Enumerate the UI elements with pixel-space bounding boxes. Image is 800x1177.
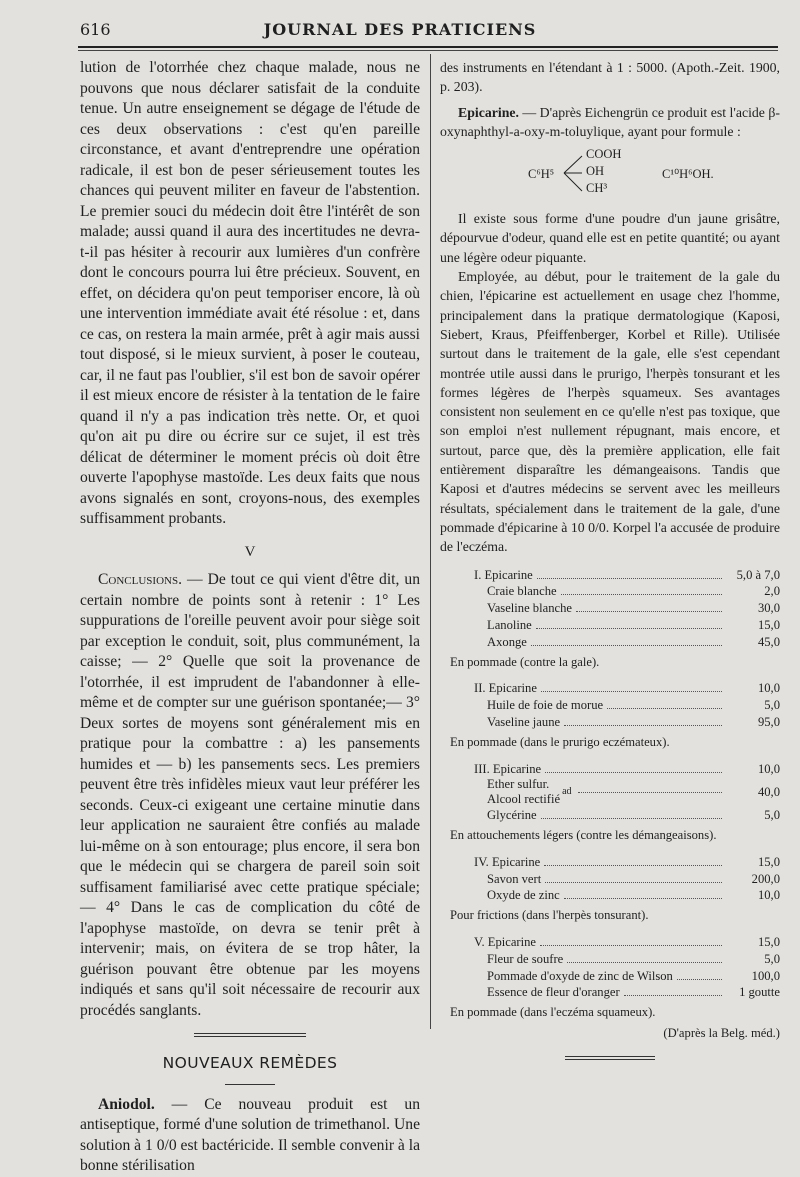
- epicarine-paragraph: [440, 103, 780, 142]
- aniodol-paragraph: [80, 1095, 420, 1177]
- otorrhee-paragraph: lution de l'otorrhée chez chaque malade, nous ne pouvons que nous déclarer satisfait de la conduite tenue. Un autre enseignement se dégage de l'étude de ces deux observations : c'est qu'en pareille circonstance, et avant d'entreprendre une opération radicale, il est bon de peser sérieusement toutes les chances qui peuvent militer en faveur de l'abstention. Le premier souci du médecin doit être l'intérêt de son malade; aussi quand il aura des incertitudes ne devra-t-il pas hésiter à recourir aux lumières d'un confrère dont le concours pourra lui être précieux. Souvent, en effet, on décidera qu'on peut temporiser encore, là où une intervention immédiate avait été résolue : et, dans ce cas, on restera la main armée, prêt à agir mais aussi tout disposé, si le mieux survient, à poser le couteau, car, il ne faut pas l'oublier, s'il est bon de savoir opérer il est mieux encore de résister à la tentation de le faire quand il n'y a pas indication très nette. Or, et quoi qu'on ait pu dire ou écrire sur ce sujet, il est très délicat de déterminer le moment précis où doit être ouverte l'apophyse mastoïde. Les deux faits que nous avons signalés en sont, croyons-nous, des exemples suffisamment probants.: [80, 59, 420, 527]
- rx-line: Essence de fleur d'oranger 1 goutte: [487, 985, 780, 1000]
- prescriptions: [440, 567, 780, 1060]
- rx-line: Vaseline blanche 30,0: [487, 601, 780, 616]
- rx-line: Pommade d'oxyde de zinc de Wilson 100,0: [487, 968, 780, 983]
- rx-line: Savon vert 200,0: [487, 871, 780, 886]
- rx-caption: En attouchements légers (contre les démangeaisons).: [450, 828, 717, 843]
- formula-brace: [562, 151, 584, 197]
- epicarine-text: — D'après Eichengrün ce produit est l'acide β-oxynaphthyl-a-oxy-m-toluylique, ayant pour formule :: [440, 104, 780, 139]
- rx-line: II. Epicarine 10,0: [474, 681, 780, 696]
- rx-line: Axonge 45,0: [487, 634, 780, 649]
- rx-caption: En pommade (dans l'eczéma squameux).: [450, 1005, 656, 1020]
- section-rule: [194, 1033, 306, 1037]
- source-citation: (D'après la Belg. méd.): [663, 1026, 780, 1041]
- prescription-2: [440, 680, 780, 750]
- header-rule-thin: [78, 50, 778, 51]
- rx-bracket-line: Ether sulfur. Alcool rectifié ad 40,0: [487, 777, 780, 807]
- formula-left: C⁶H⁵: [528, 167, 555, 182]
- formula-oh: OH: [586, 164, 605, 179]
- prescription-1: [440, 567, 780, 671]
- rx-line: Lanoline 15,0: [487, 617, 780, 632]
- aniodol-label: Aniodol.: [98, 1095, 155, 1113]
- rx-line: Glycérine 5,0: [487, 808, 780, 823]
- formula-ch3: CH³: [586, 181, 608, 196]
- rx-line: Craie blanche 2,0: [487, 584, 780, 599]
- rx-caption: Pour frictions (dans l'herpès tonsurant).: [450, 908, 649, 923]
- prescription-3: [440, 761, 780, 844]
- formula-cooh: COOH: [586, 147, 622, 162]
- rx-line: Oxyde de zinc 10,0: [487, 888, 780, 903]
- rx-line: III. Epicarine 10,0: [474, 761, 780, 776]
- conclusions-paragraph: [80, 570, 420, 1021]
- rx-line: Huile de foie de morue 5,0: [487, 698, 780, 713]
- rx-caption: En pommade (contre la gale).: [450, 654, 600, 669]
- continuation-paragraph: des instruments en l'étendant à 1 : 5000. (Apoth.-Zeit. 1900, p. 203).: [440, 60, 780, 95]
- prescription-4: [440, 854, 780, 924]
- rx-line: V. Epicarine 15,0: [474, 935, 780, 950]
- title-underline: [225, 1084, 275, 1085]
- rx-line: Fleur de soufre 5,0: [487, 951, 780, 966]
- remedes-title: NOUVEAUX REMÈDES: [162, 1054, 338, 1072]
- aniodol-text: — Ce nouveau produit est un antiseptique, formé d'une solution de trimethanol. Une solution à 1 0/0 est bactéricide. Il semble convenir à la bonne stérilisation: [80, 1095, 420, 1174]
- prescription-5: [440, 934, 780, 1021]
- right-column: [440, 58, 780, 1060]
- rx-line: I. Epicarine 5,0 à 7,0: [474, 567, 780, 582]
- rx-line: Vaseline jaune 95,0: [487, 714, 780, 729]
- end-rule: [565, 1056, 655, 1060]
- running-title: JOURNAL DES PRATICIENS: [263, 20, 537, 39]
- epicarine-label: Epicarine.: [458, 104, 519, 120]
- conclusions-text: — De tout ce qui vient d'être dit, un certain nombre de points sont à retenir : 1° Les suppurations de l'oreille peuvent avoir pour siège soit par exception le conduit, soit, plus communément, la caisse; — 2° Quelle que soit la provenance de l'otorrhée, il est imprudent de l'abandonner à elle-même et de compter sur une guérison spontanée;— 3° Deux sortes de moyens sont généralement mis en pratique pour la combattre : a) les pansements humides et — b) les pansements secs. Les premiers peuvent être très infidèles mieux vaut leur préférer les seconds. Ceux-ci exigeant une certaine minutie dans leur application ne sauraient être confiés au malade lui-même on à son entourage; plus encore, il sera bon que le médecin qui se chargera de pareil soin soit suffisament familiarisé avec cette pratique spéciale; — 4° Dans le cas de complication du côté de l'apophyse mastoïde, on devra se tenir prêt à intervenir; mais, on évitera de se trop hâter, la guérison pouvant être obtenue par les moyens indiqués et sans qu'il soit nécessaire de recourir aux procédés sanglants.: [80, 571, 420, 1019]
- conclusions-label: Conclusions.: [98, 571, 182, 588]
- usage-paragraph: Employée, au début, pour le traitement de la gale du chien, l'épicarine est actuellement en usage chez l'homme, principalement dans la pratique dermatologique (Kaposi, Siebert, Kraus, Pfeiffenberger, Korbel et Rille). Utilisée surtout dans le traitement de la gale, elle s'est cependant montrée utile aussi dans le prurigo, l'herpès tonsurant et les formes légères de l'herpès squameux. Ses avantages consistent non seulement en ce qu'elle n'est pas toxique, que son emploi n'est nullement répugnant, mais encore, et surtout, parce que, dès la première application, elle fait entièrement disparaître les démangeaisons. Tandis que Kaposi et d'autres médecins se servent avec les meilleurs résultats, spécialement dans le traitement de la gale, d'une pommade d'épicarine à 10 0/0. Korpel l'a accusée de produire de l'eczéma.: [440, 269, 780, 555]
- formula-right: C¹⁰H⁶OH.: [662, 167, 714, 182]
- chemical-formula: [440, 145, 780, 203]
- header-rule: [78, 46, 778, 48]
- left-column: [80, 58, 420, 1177]
- section-heading: V: [244, 543, 256, 560]
- rx-line: IV. Epicarine 15,0: [474, 854, 780, 869]
- rx-caption: En pommade (dans le prurigo eczémateux).: [450, 734, 670, 749]
- column-divider: [430, 54, 431, 1029]
- page-number: 616: [80, 20, 111, 39]
- description-paragraph: Il existe sous forme d'une poudre d'un jaune grisâtre, dépourvue d'odeur, quand elle est en petite quantité; ou ayant une légère odeur piquante.: [440, 211, 780, 265]
